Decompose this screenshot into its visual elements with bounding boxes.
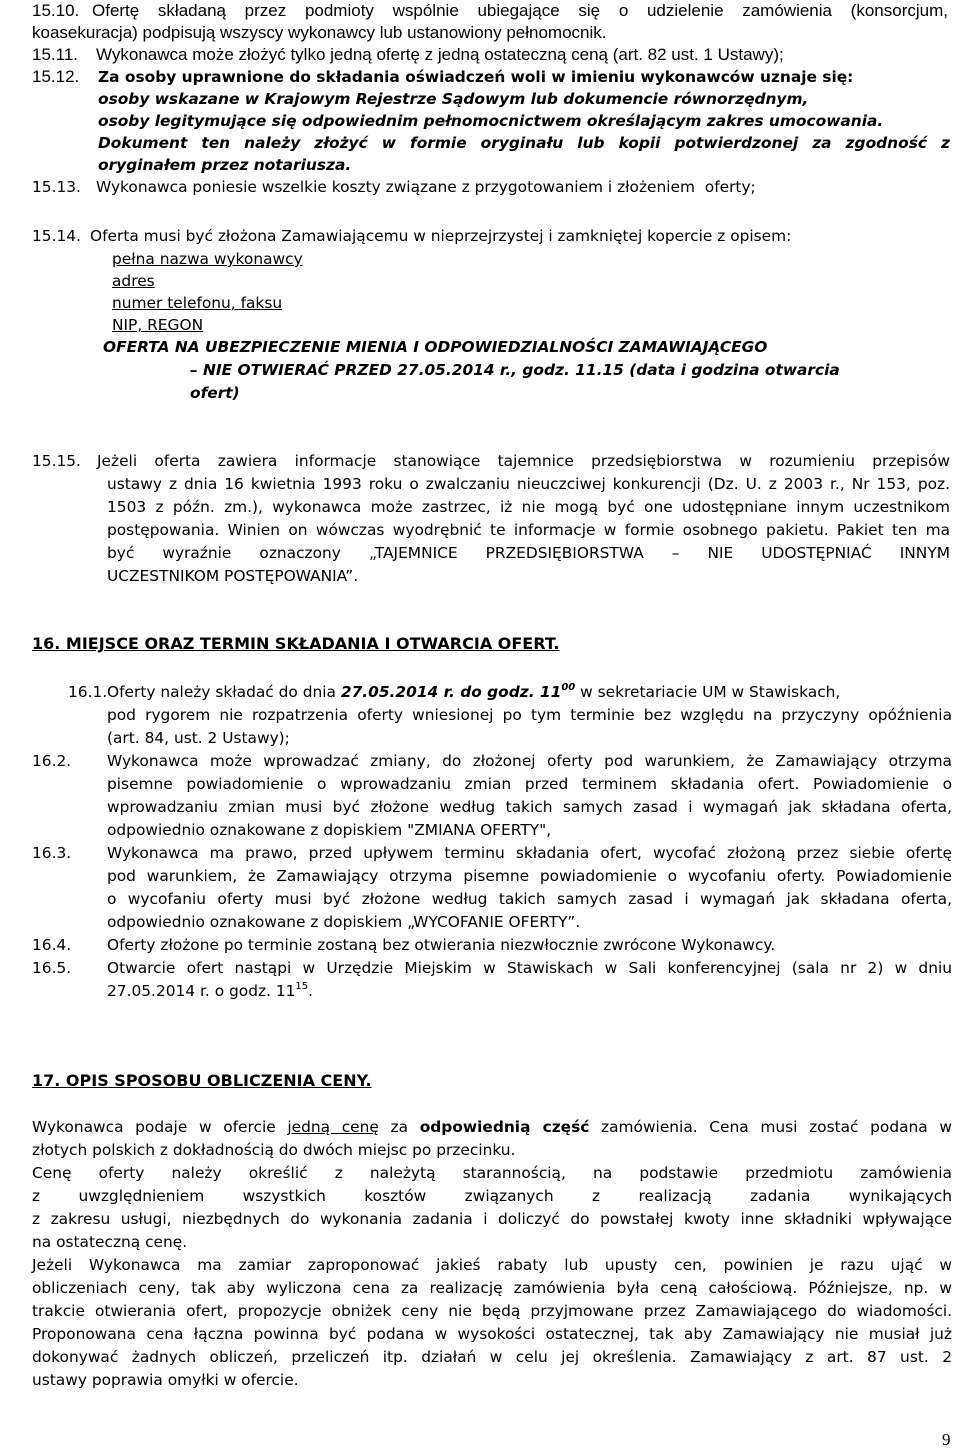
item-number: 16.4. bbox=[32, 936, 72, 954]
item-number: 15.15. bbox=[32, 452, 81, 470]
item-number: 15.13. bbox=[32, 178, 81, 196]
item-number: 16.5. bbox=[32, 959, 72, 977]
paragraph-line: ustawy z dnia 16 kwietnia 1993 roku o zwalczaniu nieuczciwej konkurencji (Dz. U. z 2003 r., Nr 153, poz. bbox=[107, 475, 950, 493]
envelope-label: ofert) bbox=[190, 384, 240, 402]
paragraph-line: ustawy poprawia omyłki w ofercie. bbox=[32, 1371, 299, 1389]
paragraph-line: osoby wskazane w Krajowym Rejestrze Sądowym lub dokumencie równorzędnym, bbox=[98, 90, 809, 108]
paragraph-line: UCZESTNIKOM POSTĘPOWANIA”. bbox=[107, 567, 359, 585]
envelope-field: pełna nazwa wykonawcy bbox=[112, 250, 303, 268]
paragraph-line: postępowania. Winien on wówczas wyodrębnić te informacje w formie osobnego pakietu. Pakiet ten ma bbox=[107, 521, 950, 539]
paragraph-line: Wykonawca może złożyć tylko jedną ofertę z jedną ostateczną ceną (art. 82 ust. 1 Ustawy); bbox=[96, 45, 784, 64]
paragraph-line: Ofertę składaną przez podmioty wspólnie ubiegające się o udzielenie zamówienia (konsorcjum, bbox=[92, 1, 948, 20]
paragraph-line: odpowiednio oznakowane z dopiskiem "ZMIANA OFERTY", bbox=[107, 821, 552, 839]
paragraph-line: trakcie otwierania ofert, propozycje obniżek ceny nie będą przyjmowane przez Zamawiającego do wiadomości. bbox=[32, 1302, 952, 1320]
section-heading: 17. OPIS SPOSOBU OBLICZENIA CENY. bbox=[32, 1071, 372, 1090]
paragraph-line: wprowadzaniu zmian musi być złożone według takich samych zasad i wymagań jak składana oferta, bbox=[107, 798, 952, 816]
envelope-field: numer telefonu, faksu bbox=[112, 294, 283, 312]
paragraph-line: Jeżeli oferta zawiera informacje stanowiące tajemnice przedsiębiorstwa w rozumieniu przepisów bbox=[97, 452, 950, 470]
paragraph-line: Wykonawca podaje w ofercie jedną cenę za odpowiednią część zamówienia. Cena musi zostać podana w bbox=[32, 1118, 952, 1136]
paragraph-line: 1503 z późn. zm.), wykonawca może zastrzec, iż nie mogą być one udostępniane innym uczestnikom bbox=[107, 498, 950, 516]
item-number: 15.10. bbox=[32, 1, 80, 20]
paragraph-line: Proponowana cena łączna powinna być podana w wysokości ostatecznej, tak aby Zamawiający nie musiał już bbox=[32, 1325, 952, 1343]
paragraph-line: złotych polskich z dokładnością do dwóch miejsc po przecinku. bbox=[32, 1141, 516, 1159]
paragraph-line: Oferty należy składać do dnia 27.05.2014 r. do godz. $11^{00}$ w sekretariacie UM w Stawiskach, bbox=[107, 682, 841, 701]
paragraph-line: z zakresu usługi, niezbędnych do wykonania zadania i doliczyć do powstałej kwoty inne składniki wpływające bbox=[32, 1210, 952, 1228]
envelope-label: – NIE OTWIERAĆ PRZED 27.05.2014 r., godz. 11.15 (data i godzina otwarcia bbox=[190, 361, 840, 379]
paragraph-line: na ostateczną cenę. bbox=[32, 1233, 188, 1251]
paragraph-line: pod rygorem nie rozpatrzenia oferty wniesionej po tym terminie bez względu na przyczyny opóźnienia bbox=[107, 706, 952, 724]
paragraph-line: Otwarcie ofert nastąpi w Urzędzie Miejskim w Stawiskach w Sali konferencyjnej (sala nr 2) w dniu bbox=[107, 959, 952, 977]
section-heading: 16. MIEJSCE ORAZ TERMIN SKŁADANIA I OTWARCIA OFERT. bbox=[32, 634, 560, 653]
paragraph-line: Oferta musi być złożona Zamawiającemu w nieprzejrzystej i zamkniętej kopercie z opisem: bbox=[90, 227, 792, 245]
paragraph-line: pisemne powiadomienie o wprowadzaniu zmian przed terminem składania ofert. Powiadomienie o bbox=[107, 775, 952, 793]
paragraph-line: oryginałem przez notariusza. bbox=[98, 156, 352, 174]
paragraph-line: dokonywać żadnych obliczeń, przeliczeń itp. działań w celu jej określenia. Zamawiający z art. 87 ust. 2 bbox=[32, 1348, 952, 1366]
paragraph-line: 27.05.2014 r. o godz. $11^{15}$. bbox=[107, 981, 314, 1000]
page-number: 9 bbox=[942, 1430, 951, 1449]
item-number: 15.11. bbox=[32, 45, 79, 64]
paragraph-line: Dokument ten należy złożyć w formie oryginału lub kopii potwierdzonej za zgodność z bbox=[98, 134, 950, 152]
item-number: 15.12. bbox=[32, 67, 80, 86]
paragraph-line: obliczeniach ceny, tak aby wyliczona cena za realizację zamówienia była ceną całościową. Późniejsze, np. w bbox=[32, 1279, 952, 1297]
item-number: 16.3. bbox=[32, 844, 72, 862]
paragraph-line: osoby legitymujące się odpowiednim pełnomocnictwem określającym zakres umocowania. bbox=[98, 112, 884, 130]
paragraph-line: pod warunkiem, że Zamawiający otrzyma pisemne powiadomienie o wycofaniu oferty. Powiadomienie bbox=[107, 867, 952, 885]
paragraph-line: o wycofaniu oferty musi być złożone według takich samych zasad i wymagań jak składana oferta, bbox=[107, 890, 952, 908]
item-number: 15.14. bbox=[32, 227, 81, 245]
paragraph-line: z uwzględnieniem wszystkich kosztów związanych z realizacją zadania wynikających bbox=[32, 1187, 952, 1205]
paragraph-line: Jeżeli Wykonawca ma zamiar zaproponować jakieś rabaty lub upusty cen, powinien je razu ująć w bbox=[32, 1256, 952, 1274]
item-number: 16.2. bbox=[32, 752, 72, 770]
paragraph-line: Wykonawca ma prawo, przed upływem terminu składania ofert, wycofać złożoną przez siebie ofertę bbox=[107, 844, 952, 862]
paragraph-line: koasekuracja) podpisują wszyscy wykonawcy lub ustanowiony pełnomocnik. bbox=[32, 23, 607, 42]
item-number: 16.1. bbox=[68, 683, 108, 701]
paragraph-line: Cenę oferty należy określić z należytą starannością, na podstawie przedmiotu zamówienia bbox=[32, 1164, 952, 1182]
envelope-field: adres bbox=[112, 272, 155, 290]
paragraph-line: odpowiednio oznakowane z dopiskiem „WYCOFANIE OFERTY”. bbox=[107, 913, 581, 931]
envelope-field: NIP, REGON bbox=[112, 316, 204, 334]
paragraph-line: być wyraźnie oznaczony „TAJEMNICE PRZEDSIĘBIORSTWA – NIE UDOSTĘPNIAĆ INNYM bbox=[107, 544, 950, 562]
envelope-label: OFERTA NA UBEZPIECZENIE MIENIA I ODPOWIEDZIALNOŚCI ZAMAWIAJĄCEGO bbox=[103, 338, 768, 356]
paragraph-line: Wykonawca poniesie wszelkie koszty związane z przygotowaniem i złożeniem oferty; bbox=[96, 178, 756, 196]
paragraph-line: Wykonawca może wprowadzać zmiany, do złożonej oferty pod warunkiem, że Zamawiający otrzyma bbox=[107, 752, 952, 770]
paragraph-line: (art. 84, ust. 2 Ustawy); bbox=[107, 729, 290, 747]
paragraph-line: Oferty złożone po terminie zostaną bez otwierania niezwłocznie zwrócone Wykonawcy. bbox=[107, 936, 776, 954]
paragraph-line: Za osoby uprawnione do składania oświadczeń woli w imieniu wykonawców uznaje się: bbox=[98, 68, 854, 86]
